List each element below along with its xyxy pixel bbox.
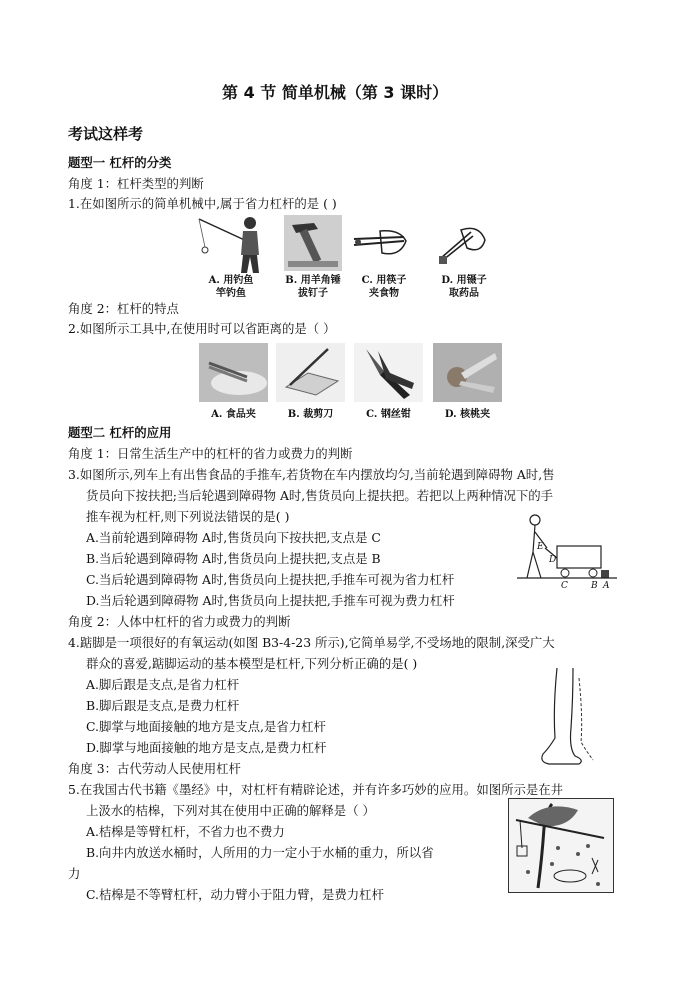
q2-caption-a: A. 食品夹 [211, 409, 256, 420]
q5-option-b-cont: 力 [68, 866, 81, 881]
q4-stem-line: 群众的喜爱,踮脚运动的基本模型是杠杆,下列分析正确的是( ) [86, 656, 418, 671]
chopsticks-image [352, 223, 408, 263]
q3-stem-line: 3.如图所示,列车上有出售食品的手推车,若货物在车内摆放均匀,当前轮遇到障碍物 A时,售 [68, 467, 555, 482]
label-e: E [537, 542, 544, 552]
q3-option-b: B.当后轮遇到障碍物 A时,售货员向上提扶把,支点是 B [86, 551, 381, 566]
q2-caption-d: D. 核桃夹 [444, 409, 491, 420]
q4-option-d: D.脚掌与地面接触的地方是支点,是费力杠杆 [86, 740, 327, 755]
angle-heading: 角度 2：杠杆的特点 [68, 301, 179, 316]
label-d: D [549, 555, 557, 565]
q1-caption-a [203, 274, 259, 300]
q4-option-a: A.脚后跟是支点,是省力杠杆 [86, 677, 240, 692]
tweezers-image [437, 222, 487, 266]
fishing-rod-image [195, 213, 265, 275]
q3-stem-line: 推车视为杠杆,则下列说法错误的是( ) [86, 509, 290, 524]
caption-line: 取药品 [449, 288, 479, 299]
q4-option-b: B.脚后跟是支点,是费力杠杆 [86, 698, 240, 713]
q4-option-c: C.脚掌与地面接触的地方是支点,是省力杠杆 [86, 719, 326, 734]
pliers-photo [354, 343, 423, 402]
angle-heading: 角度 3：古代劳动人民使用杠杆 [68, 761, 241, 776]
caption-line: 夹食物 [369, 288, 399, 299]
q5-stem-line: 上汲水的桔槔，下列对其在使用中正确的解释是（ ） [86, 803, 375, 818]
page-title: 第 4 节 简单机械（第 3 课时） [222, 83, 449, 102]
angle-heading: 角度 1：日常生活生产中的杠杆的省力或费力的判断 [68, 446, 353, 461]
label-b: B [591, 581, 598, 591]
caption-line: C. 用筷子 [361, 275, 407, 286]
q5-option-b: B.向井内放送水桶时，人所用的力一定小于水桶的重力，所以省 [86, 845, 434, 860]
nutcracker-photo [433, 343, 502, 402]
cart-figure [517, 512, 621, 592]
caption-line: B. 用羊角锤 [285, 275, 341, 286]
paper-cutter-photo [276, 343, 345, 402]
q3-option-c: C.当后轮遇到障碍物 A时,售货员向上提扶把,手推车可视为省力杠杆 [86, 572, 455, 587]
q4-stem-line: 4.踮脚是一项很好的有氧运动(如图 B3-4-23 所示),它简单易学,不受场地的限制,深受广大 [68, 635, 555, 650]
well-sweep-figure [508, 798, 614, 893]
section-heading: 考试这样考 [68, 125, 144, 143]
caption-line: 拔钉子 [298, 288, 328, 299]
q5-option-a: A.桔槔是等臂杠杆，不省力也不费力 [86, 824, 285, 839]
caption-line: D. 用镊子 [441, 275, 487, 286]
angle-heading: 角度 2：人体中杠杆的省力或费力的判断 [68, 614, 291, 629]
caption-line: 竿钓鱼 [216, 288, 246, 299]
q3-option-d: D.当后轮遇到障碍物 A时,售货员向上提扶把,手推车可视为费力杠杆 [86, 593, 455, 608]
q5-option-c: C.桔槔是不等臂杠杆，动力臂小于阻力臂，是费力杠杆 [86, 887, 384, 902]
angle-heading: 角度 1：杠杆类型的判断 [68, 176, 204, 191]
label-a: A [603, 581, 610, 591]
claw-hammer-image [284, 215, 342, 271]
food-tongs-photo [199, 343, 268, 402]
type-heading-2: 题型二 杠杆的应用 [68, 425, 172, 440]
q1-caption-c [356, 274, 412, 300]
q1-caption-b [280, 274, 346, 300]
q3-stem-line: 货员向下按扶把;当后轮遇到障碍物 A时,售货员向上提扶把。若把以上两种情况下的手 [86, 488, 554, 503]
label-c: C [561, 581, 568, 591]
q5-stem-line: 5.在我国古代书籍《墨经》中，对杠杆有精辟论述，并有许多巧妙的应用。如图所示是在井 [68, 782, 564, 797]
question-2-stem: 2.如图所示工具中,在使用时可以省距离的是（ ） [68, 321, 336, 336]
caption-line: A. 用钓鱼 [208, 275, 254, 286]
q1-caption-d [436, 274, 492, 300]
q2-caption-c: C. 钢丝钳 [366, 409, 411, 420]
type-heading-1: 题型一 杠杆的分类 [68, 155, 172, 170]
question-1-stem: 1.在如图所示的简单机械中,属于省力杠杆的是 ( ) [68, 196, 337, 211]
q3-option-a: A.当前轮遇到障碍物 A时,售货员向下按扶把,支点是 C [86, 530, 381, 545]
q2-caption-b: B. 裁剪刀 [287, 409, 334, 420]
tiptoe-foot-figure [535, 668, 601, 768]
